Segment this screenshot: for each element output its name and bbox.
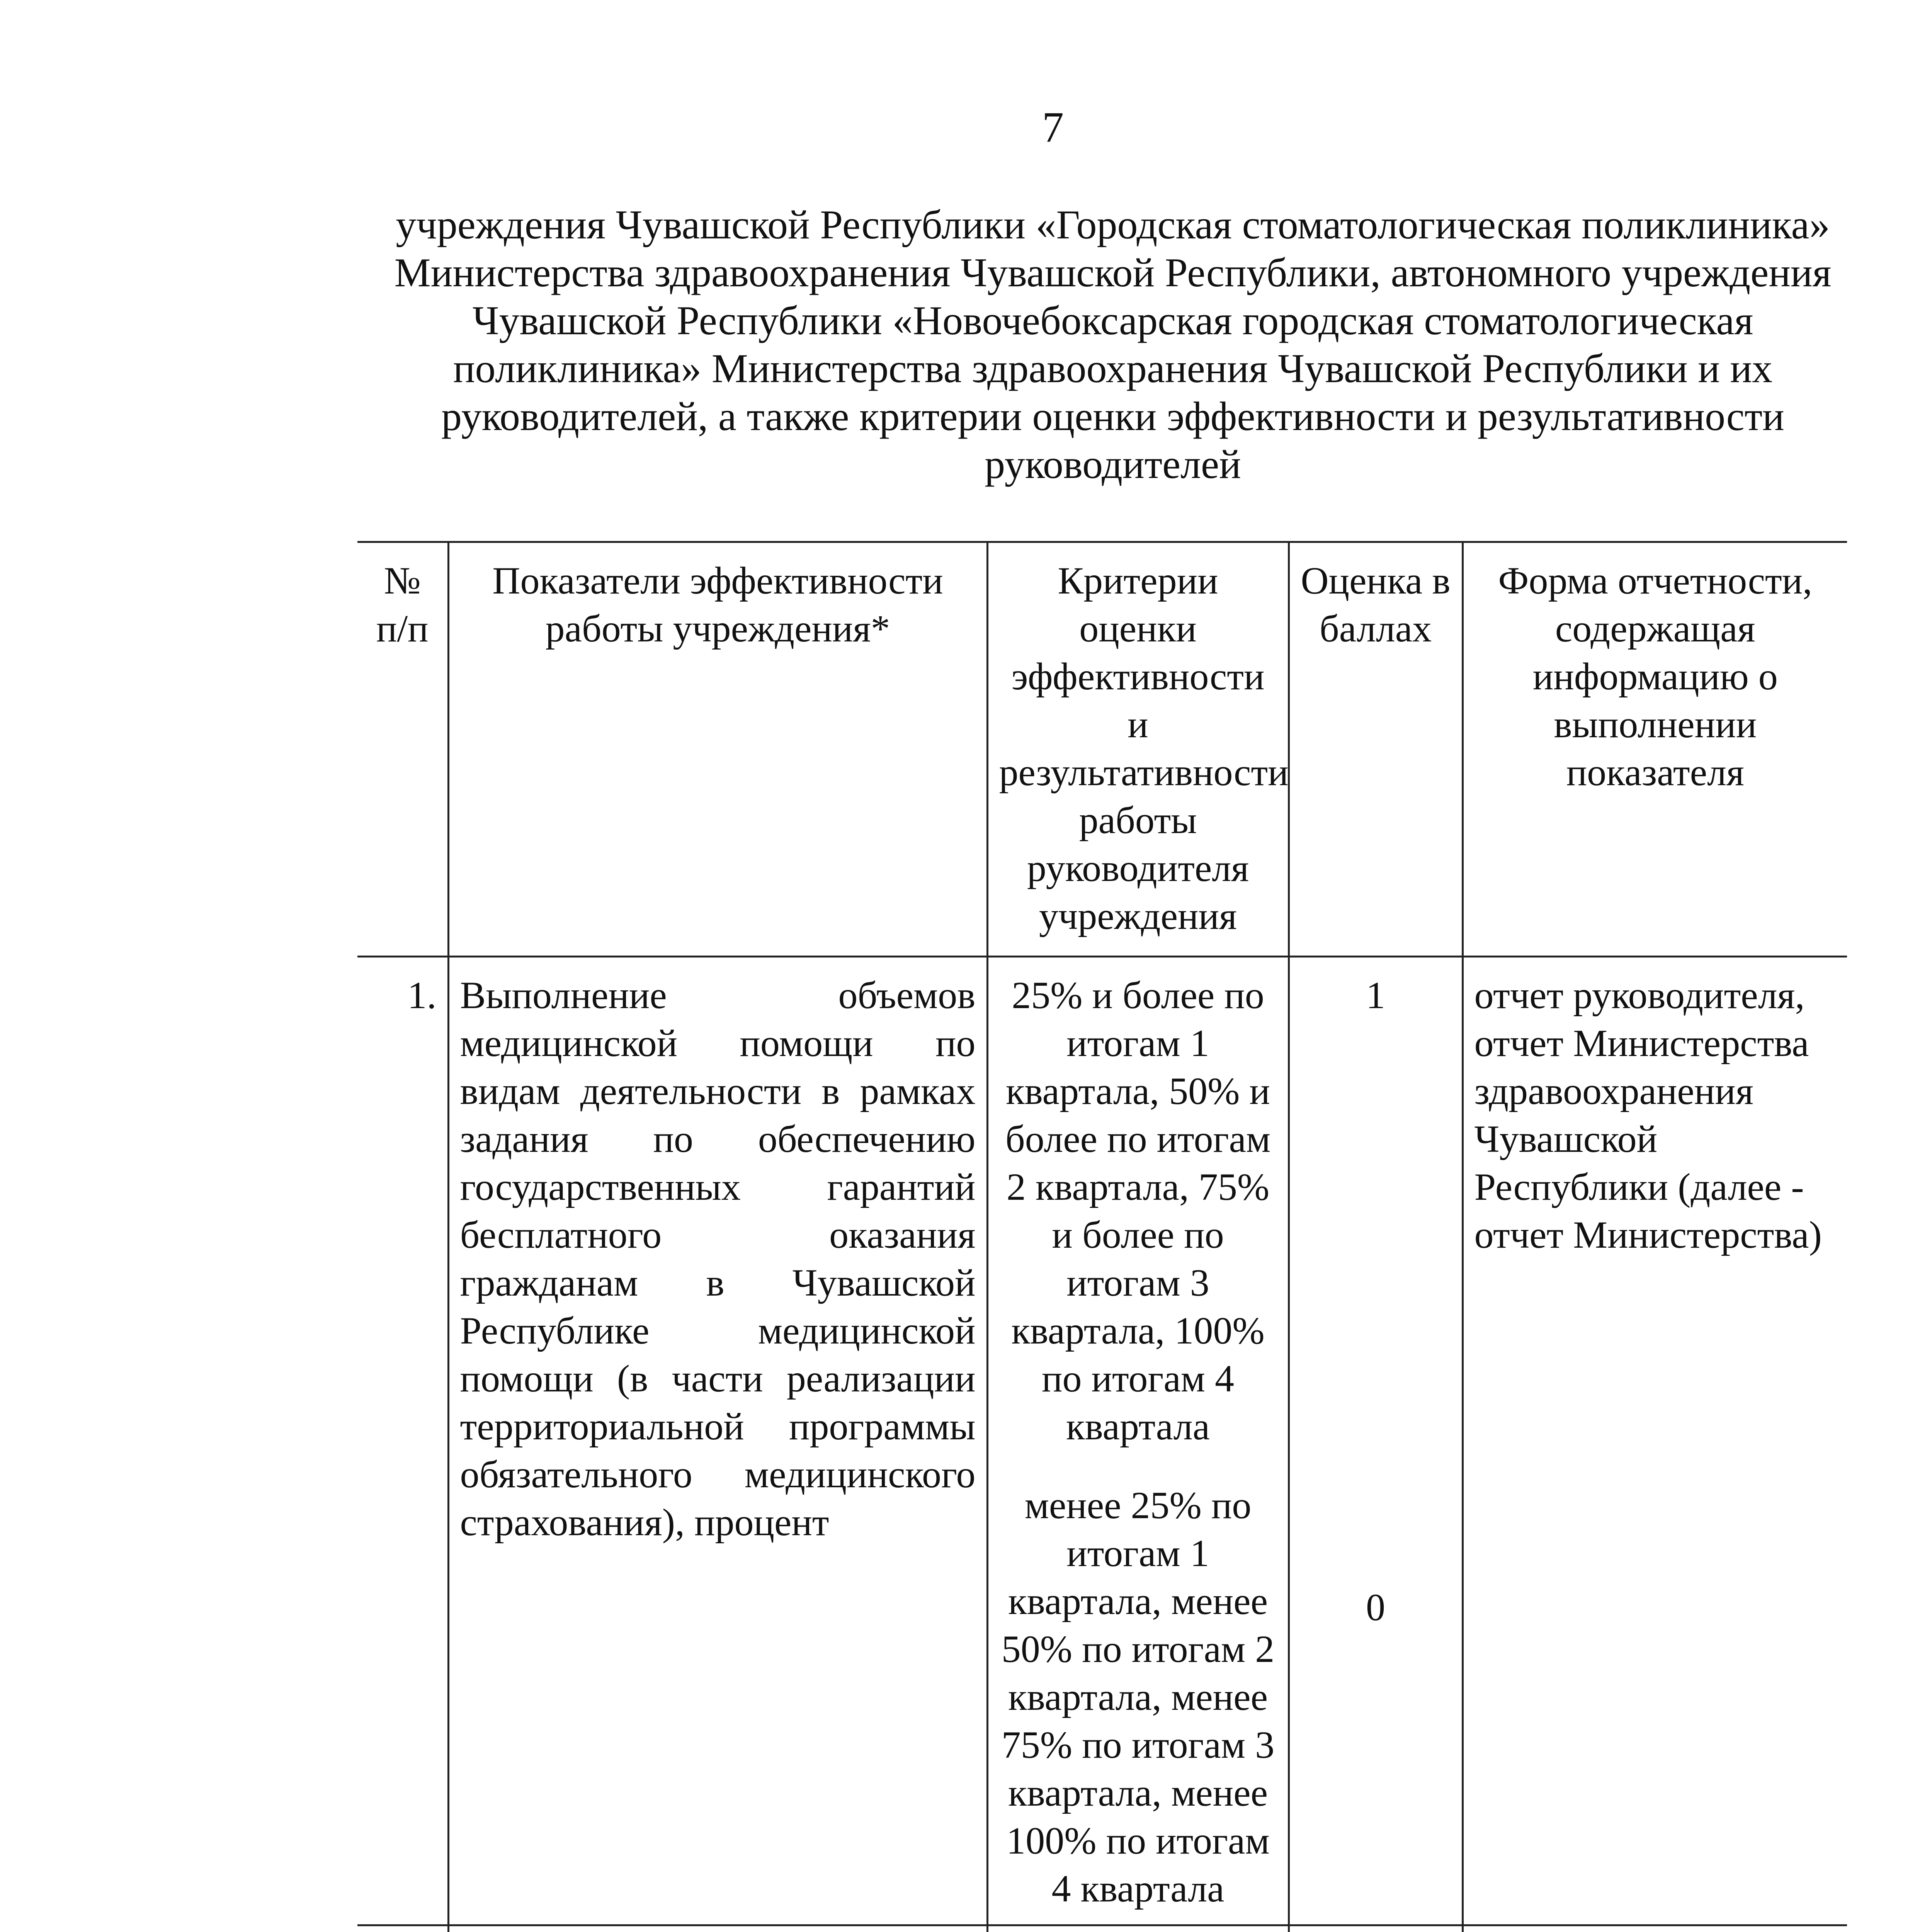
header-criteria: Критерии оценки эффективности и результативности работы руководителя учреждения — [987, 542, 1289, 957]
heading-line: руководителей, а также критерии оценки эффективности и результативности — [441, 394, 1784, 439]
heading-line: Министерства здравоохранения Чувашской Республики, автономного учреждения — [394, 250, 1832, 295]
score-low: 0 — [1366, 1586, 1385, 1629]
criteria-cell — [987, 1925, 1289, 1932]
page-number: 7 — [1042, 104, 1064, 151]
table-row — [357, 1925, 1847, 1932]
table-header-row — [357, 542, 1847, 957]
document-heading — [363, 201, 1862, 488]
report-form-cell — [1463, 1925, 1847, 1932]
indicator-cell: Выполнение объемов медицинской помощи по видам деятельности в рамках задания по обеспечению государственных гарантий бесплатного оказания гражданам в Чувашской Республике медицинской помощи (в части реализации территориальной программы обязательного медицинского страхования), процент — [448, 957, 987, 1925]
criteria-cell — [987, 957, 1289, 1925]
heading-line: учреждения Чувашской Республики «Городская стоматологическая поликлиника» — [396, 202, 1830, 247]
heading-line: Чувашской Республики «Новочебоксарская городская стоматологическая — [472, 298, 1753, 343]
criteria-table — [357, 541, 1847, 1932]
table-row — [357, 957, 1847, 1925]
header-report-form: Форма отчетности, содержащая информацию о выполнении показателя — [1463, 542, 1847, 957]
header-indicator: Показатели эффективности работы учреждения* — [448, 542, 987, 957]
heading-line: руководителей — [985, 442, 1241, 487]
score-cell — [1289, 957, 1463, 1925]
criteria-low: менее 25% по итогам 1 квартала, менее 50% по итогам 2 квартала, менее 75% по итогам 3 квартала, менее 100% по итогам 4 квартала — [1001, 1484, 1275, 1910]
score-high: 1 — [1366, 974, 1385, 1017]
indicator-cell — [448, 1925, 987, 1932]
row-number: 1. — [357, 957, 448, 1925]
heading-line: поликлиника» Министерства здравоохранения Чувашской Республики и их — [453, 346, 1773, 391]
header-score: Оценка в баллах — [1289, 542, 1463, 957]
row-number — [357, 1925, 448, 1932]
header-num: № п/п — [357, 542, 448, 957]
criteria-high: 25% и более по итогам 1 квартала, 50% и более по итогам 2 квартала, 75% и более по итогам 3 квартала, 100% по итогам 4 квартала — [1005, 974, 1271, 1448]
report-form-cell: отчет руководителя, отчет Министерства здравоохранения Чувашской Республики (далее - отчет Министерства) — [1463, 957, 1847, 1925]
score-cell — [1289, 1925, 1463, 1932]
